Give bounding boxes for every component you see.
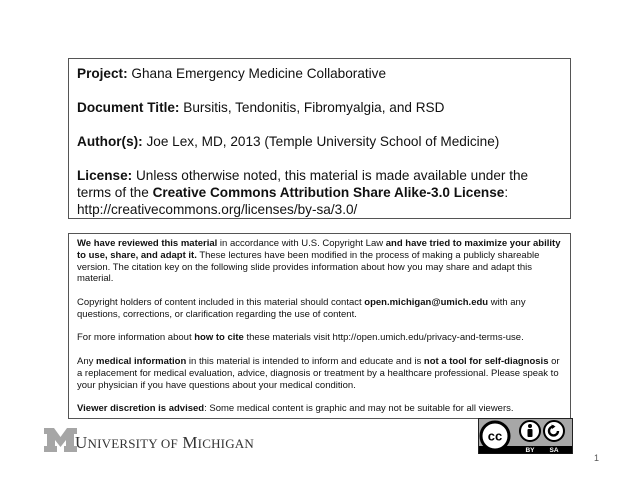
cc-sa-label: SA (549, 447, 559, 454)
medical-text: in this material is intended to inform and educate and is (188, 355, 422, 367)
notice-box (68, 233, 571, 419)
author-value: Joe Lex, MD, 2013 (Temple University School of Medicine) (146, 134, 500, 149)
um-ichigan: ICHIGAN (197, 436, 254, 451)
um-niversity-of: NIVERSITY OF (87, 436, 178, 451)
license-name: Creative Commons Attribution Share Alike-3.0 License (152, 185, 505, 200)
cite-text-end: these materials visit http://open.umich.edu/privacy-and-terms-use. (246, 332, 524, 344)
project-label: Project: (77, 66, 128, 81)
document-title-value: Bursitis, Tendonitis, Fibromyalgia, and RSD (183, 100, 445, 115)
page-number: 1 (594, 453, 600, 463)
author-label: Author(s): (77, 134, 143, 149)
self-diagnosis-bold: not a tool for self-diagnosis (423, 355, 549, 367)
cc-by-sa-badge (478, 418, 573, 454)
author-row (77, 133, 562, 150)
cite-bold: how to cite (194, 332, 244, 344)
discretion-bold: Viewer discretion is advised (77, 403, 205, 415)
review-bold: We have reviewed this material (77, 238, 218, 249)
cc-mark-text: cc (487, 428, 503, 444)
document-title-label: Document Title: (77, 100, 180, 115)
cc-by-label: BY (525, 447, 535, 454)
um-cap-u: U (75, 433, 88, 452)
contact-email[interactable]: open.michigan@umich.edu (364, 296, 489, 308)
notice-paragraph-copyright (77, 297, 562, 321)
review-text: in accordance with U.S. Copyright Law (219, 238, 384, 249)
um-cap-m: M (182, 433, 198, 452)
license-label: License: (77, 168, 133, 183)
document-info-box (68, 58, 571, 219)
cc-license-icon (478, 418, 573, 454)
license-url[interactable]: http://creativecommons.org/licenses/by-sa/3.0/ (77, 202, 358, 217)
copyright-text-end: with any questions, corrections, or clarification regarding the use of content. (77, 296, 526, 320)
document-title-row (77, 99, 562, 116)
university-name (75, 434, 254, 452)
notice-paragraph-medical (77, 356, 562, 391)
block-m-icon (44, 428, 77, 452)
university-of-michigan-logo (44, 428, 254, 452)
notice-paragraph-review (77, 238, 562, 285)
notice-paragraph-discretion (77, 403, 562, 415)
license-text: Unless otherwise noted, this material is made available under the terms of the (77, 168, 529, 200)
license-row (77, 167, 562, 218)
medical-text-end: or a replacement for medical evaluation, advice, diagnosis or treatment by a healthcare professional. Please speak to your physician if you have questions about your medical condition. (77, 355, 560, 391)
discretion-text: : Some medical content is graphic and may not be suitable for all viewers. (204, 403, 514, 415)
license-colon: : (504, 185, 509, 200)
maximize-bold: and have tried to maximize your ability to use, share, and adapt it. (77, 238, 561, 261)
medical-text-start: Any (77, 355, 94, 367)
lectures-text: These lectures have been modified in the process of making a publicly shareable version. The citation key on the following slide provides information about how you may share and adapt this material. (77, 249, 540, 285)
copyright-text: Copyright holders of content included in this material should contact (77, 296, 362, 308)
project-row (77, 65, 562, 82)
medical-info-bold: medical information (96, 355, 187, 367)
project-value: Ghana Emergency Medicine Collaborative (131, 66, 387, 81)
notice-paragraph-cite (77, 332, 562, 344)
cite-text: For more information about (77, 332, 192, 344)
